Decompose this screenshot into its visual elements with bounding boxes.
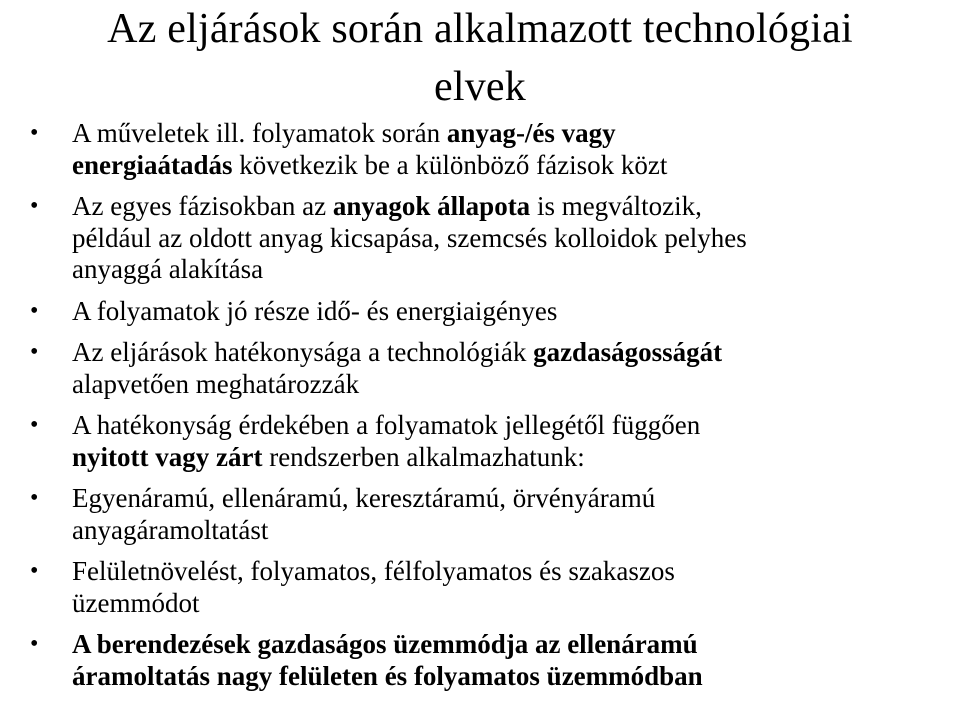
bullet-item [0, 296, 960, 328]
bullet-dot-icon: • [30, 297, 39, 324]
bullet-text: rendszerben alkalmazhatunk: [262, 441, 585, 472]
bullet-item [0, 191, 960, 286]
bullet-text-bold: nyitott vagy zárt [72, 441, 263, 472]
bullet-line [72, 223, 950, 255]
bullet-line [72, 254, 950, 286]
bullet-list [0, 118, 960, 702]
bullet-text-bold: áramoltatás nagy felületen és folyamatos üzemmódban [72, 660, 703, 691]
bullet-line [72, 150, 950, 182]
bullet-line [72, 191, 950, 223]
bullet-line [72, 369, 950, 401]
bullet-text: A műveletek ill. folyamatok során [72, 118, 447, 148]
bullet-text: Felületnövelést, folyamatos, félfolyamatos és szakaszos [72, 556, 675, 586]
bullet-dot-icon: • [30, 485, 39, 511]
bullet-item [0, 410, 960, 473]
bullet-dot-icon: • [30, 558, 39, 584]
slide-title-line-2: elvek [434, 64, 526, 110]
bullet-line [72, 483, 950, 515]
bullet-line [72, 515, 950, 547]
bullet-line [72, 410, 950, 442]
bullet-line [72, 556, 950, 588]
bullet-item [0, 337, 960, 400]
bullet-text: anyaggá alakítása [72, 254, 264, 284]
bullet-text: is megváltozik, [530, 191, 702, 221]
bullet-item [0, 629, 960, 692]
bullet-text: például az oldott anyag kicsapása, szemcsés kolloidok pelyhes [72, 222, 747, 253]
bullet-text: Az eljárások hatékonysága a technológiák [72, 337, 534, 367]
bullet-item [0, 483, 960, 546]
bullet-line [72, 118, 950, 150]
bullet-text: anyagáramoltatást [72, 514, 269, 545]
bullet-item [0, 118, 960, 181]
bullet-dot-icon: • [30, 412, 39, 438]
bullet-text: A folyamatok jó része idő- és energiaigényes [72, 295, 558, 326]
bullet-line [72, 661, 950, 693]
bullet-text-bold: energiaátadás [72, 149, 233, 180]
bullet-dot-icon: • [30, 339, 39, 365]
bullet-text-bold: A berendezések gazdaságos üzemmódja az ellenáramú [72, 629, 698, 659]
bullet-text: Az egyes fázisokban az [72, 191, 333, 221]
bullet-text: A hatékonyság érdekében a folyamatok jellegétől függően [72, 410, 701, 440]
bullet-dot-icon: • [30, 120, 39, 146]
bullet-text: Egyenáramú, ellenáramú, keresztáramú, örvényáramú [72, 483, 656, 513]
bullet-text: következik be a különböző fázisok közt [232, 149, 668, 180]
bullet-dot-icon: • [30, 193, 39, 219]
bullet-line [72, 337, 950, 369]
bullet-text: alapvetően meghatározzák [72, 368, 360, 399]
bullet-text-bold: anyagok állapota [332, 191, 531, 221]
slide-title [0, 0, 960, 116]
bullet-dot-icon: • [30, 631, 39, 657]
bullet-text-bold: anyag-/és vagy [446, 118, 616, 148]
bullet-text: üzemmódot [72, 587, 200, 618]
bullet-line [72, 442, 950, 474]
bullet-line [72, 629, 950, 661]
slide-title-line-1: Az eljárások során alkalmazott technológiai [107, 6, 853, 52]
bullet-text-bold: gazdaságosságát [533, 337, 723, 367]
bullet-line [72, 588, 950, 620]
bullet-line [72, 296, 950, 328]
bullet-item [0, 556, 960, 619]
